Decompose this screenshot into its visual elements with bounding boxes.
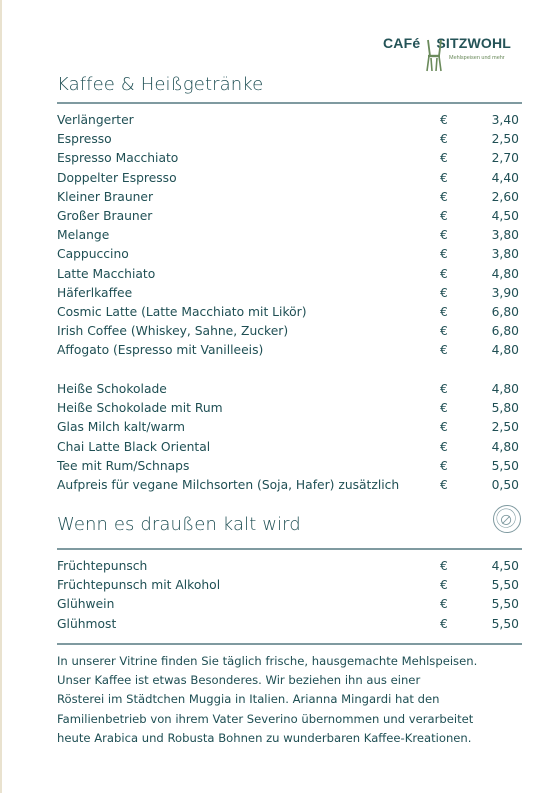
menu-item-currency: € [440,343,448,358]
menu-item-currency: € [440,578,448,593]
menu-item-currency: € [440,458,448,473]
menu-item-row [57,149,522,168]
description-line: heute Arabica und Robusta Bohnen zu wunderbaren Kaffee-Kreationen. [57,730,472,745]
chair-icon [425,38,443,72]
logo-brand-left: CAFé [383,35,421,51]
menu-item-row [57,615,522,634]
menu-item-price: 2,60 [491,189,519,204]
menu-item-price: 3,80 [491,247,519,262]
logo-tagline: Mehlspeisen und mehr [449,55,505,61]
menu-item-row [57,303,522,322]
menu-item-name: Glas Milch kalt/warm [57,420,185,435]
menu-item-price: 2,50 [491,132,519,147]
page-edge [0,0,2,793]
no-alcohol-badge-icon [493,505,521,533]
description-text [57,652,527,748]
menu-item-name: Glühmost [57,616,117,631]
menu-item-currency: € [440,304,448,319]
menu-item-price: 4,40 [491,170,519,185]
menu-item-currency: € [440,208,448,223]
menu-item-currency: € [440,170,448,185]
menu-item-price: 2,70 [491,151,519,166]
logo-wordmark [383,35,511,51]
menu-item-name: Cappuccino [57,247,129,262]
menu-item-currency: € [440,477,448,492]
menu-item-price: 5,50 [491,597,519,612]
menu-item-name: Irish Coffee (Whiskey, Sahne, Zucker) [57,324,289,339]
menu-item-price: 3,90 [491,285,519,300]
menu-item-price: 6,80 [491,304,519,319]
menu-item-price: 5,50 [491,616,519,631]
menu-item-row [57,380,522,399]
menu-item-price: 5,80 [491,401,519,416]
menu-item-row [57,169,522,188]
menu-item-currency: € [440,285,448,300]
logo-brand-right: SITZWOHL [436,35,512,51]
menu-item-currency: € [440,132,448,147]
description-line: Unser Kaffee ist etwas Besonderes. Wir beziehen ihn aus einer [57,673,421,688]
menu-item-name: Melange [57,228,110,243]
menu-item-row [57,438,522,457]
menu-item-price: 4,80 [491,439,519,454]
menu-item-name: Doppelter Espresso [57,170,177,185]
menu-item-currency: € [440,616,448,631]
menu-item-name: Aufpreis für vegane Milchsorten (Soja, Hafer) zusätzlich [57,477,400,492]
section-divider [57,102,522,104]
menu-item-name: Chai Latte Black Oriental [57,439,211,454]
section-title-cold-outside: Wenn es draußen kalt wird [57,514,301,535]
menu-item-row [57,399,522,418]
menu-item-name: Tee mit Rum/Schnaps [57,458,190,473]
menu-item-currency: € [440,189,448,204]
menu-item-name: Verlängerter [57,113,134,127]
price-list-hot-drinks [57,111,522,360]
section-divider [57,643,522,645]
menu-item-price: 4,80 [491,343,519,358]
menu-item-name: Heiße Schokolade [57,382,167,396]
section-title-hot-drinks: Kaffee & Heißgetränke [57,74,264,95]
menu-item-row [57,207,522,226]
menu-item-row [57,457,522,476]
menu-item-row [57,265,522,284]
menu-item-row [57,111,522,130]
description-line: In unserer Vitrine finden Sie täglich frische, hausgemachte Mehlspeisen. [57,654,478,668]
menu-item-price: 2,50 [491,420,519,435]
menu-item-name: Cosmic Latte (Latte Macchiato mit Likör) [57,304,307,319]
menu-item-currency: € [440,439,448,454]
price-list-hot-drinks-2 [57,380,522,495]
menu-item-row [57,476,522,495]
menu-item-currency: € [440,113,448,127]
menu-item-price: 4,80 [491,382,519,396]
menu-item-currency: € [440,151,448,166]
menu-item-currency: € [440,559,448,573]
menu-item-name: Heiße Schokolade mit Rum [57,401,223,416]
menu-item-row [57,245,522,264]
menu-item-row [57,284,522,303]
menu-item-name: Espresso [57,132,112,147]
menu-item-price: 3,80 [491,228,519,243]
menu-item-price: 5,50 [491,458,519,473]
section-divider [57,548,522,550]
menu-item-name: Früchtepunsch [57,559,148,573]
menu-item-price: 6,80 [491,324,519,339]
menu-item-row [57,418,522,437]
menu-item-currency: € [440,266,448,281]
menu-item-name: Früchtepunsch mit Alkohol [57,578,221,593]
menu-item-name: Häferlkaffee [57,285,133,300]
menu-item-currency: € [440,420,448,435]
cafe-logo [383,33,523,75]
menu-item-name: Latte Macchiato [57,266,156,281]
menu-item-currency: € [440,401,448,416]
menu-item-row [57,595,522,614]
menu-item-row [57,130,522,149]
menu-item-currency: € [440,597,448,612]
menu-item-currency: € [440,382,448,396]
menu-item-price: 4,50 [491,208,519,223]
menu-item-price: 4,80 [491,266,519,281]
menu-item-row [57,576,522,595]
menu-item-row [57,341,522,360]
description-line: Familienbetrieb von ihrem Vater Severino übernommen und verarbeitet [57,711,474,726]
menu-item-currency: € [440,247,448,262]
menu-item-currency: € [440,324,448,339]
menu-item-row [57,226,522,245]
menu-item-row [57,557,522,576]
menu-item-price: 5,50 [491,578,519,593]
menu-item-row [57,188,522,207]
menu-item-currency: € [440,228,448,243]
menu-item-name: Espresso Macchiato [57,151,179,166]
menu-item-price: 4,50 [491,559,519,573]
description-line: Rösterei im Städtchen Muggia in Italien. Arianna Mingardi hat den [57,692,440,707]
menu-item-row [57,322,522,341]
menu-item-name: Affogato (Espresso mit Vanilleeis) [57,343,264,358]
menu-item-price: 3,40 [491,113,519,127]
menu-item-price: 0,50 [491,477,519,492]
menu-item-name: Kleiner Brauner [57,189,154,204]
price-list-cold-outside [57,557,522,634]
menu-item-name: Glühwein [57,597,115,612]
menu-item-name: Großer Brauner [57,208,153,223]
